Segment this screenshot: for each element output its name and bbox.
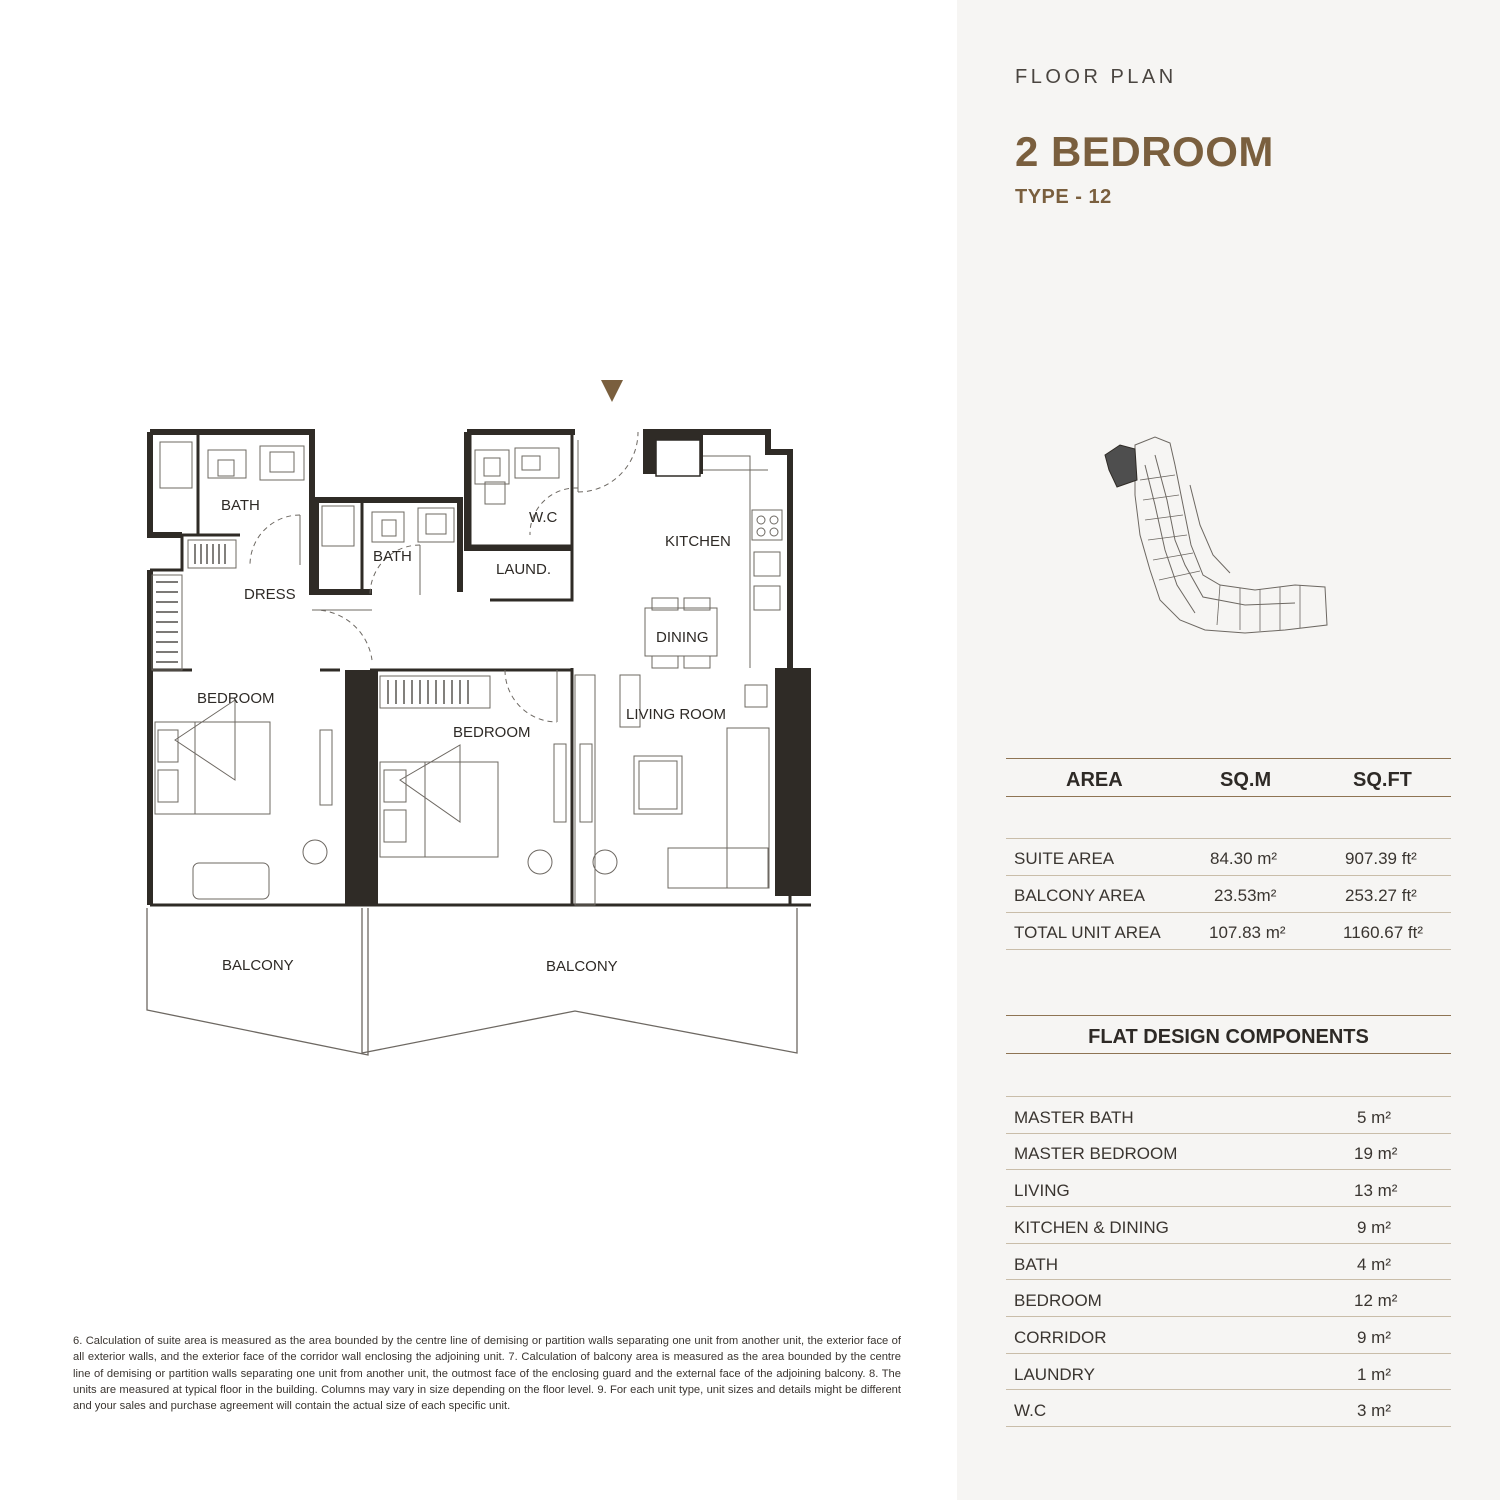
area-row-sqft: 907.39 ft² bbox=[1345, 849, 1417, 868]
components-table bbox=[1006, 1014, 1451, 1434]
component-label: W.C bbox=[1014, 1401, 1047, 1420]
room-label: DINING bbox=[656, 629, 709, 646]
rule bbox=[1006, 1316, 1451, 1317]
column-header-sqm: SQ.M bbox=[1220, 769, 1272, 791]
room-label: BEDROOM bbox=[197, 690, 275, 707]
component-value: 1 m² bbox=[1357, 1365, 1391, 1384]
rule bbox=[1006, 796, 1451, 797]
area-row-label: TOTAL UNIT AREA bbox=[1014, 923, 1161, 942]
component-label: LIVING bbox=[1014, 1181, 1070, 1200]
component-value: 4 m² bbox=[1357, 1255, 1391, 1274]
room-label: BALCONY bbox=[546, 958, 618, 975]
unit-type: TYPE - 12 bbox=[1015, 186, 1112, 208]
room-label: KITCHEN bbox=[665, 533, 731, 550]
component-label: CORRIDOR bbox=[1014, 1328, 1107, 1347]
column bbox=[775, 668, 811, 896]
column-header-area: AREA bbox=[1066, 769, 1123, 791]
rule bbox=[1006, 1389, 1451, 1390]
room-label: BALCONY bbox=[222, 957, 294, 974]
footnotes: 6. Calculation of suite area is measured as the area bounded by the centre line of demising or partition walls separating one unit from another unit, the exterior face of all exterior walls, and the exterior face of the corridor wall enclosing the adjoining unit. 7. Calculation of balcony area is measured as the area bounded by the centre line of demising or partition walls separating one unit from another unit, the outmost face of the enclosing guard and the external face of the adjoining balcony. 8. The units are measured at typical floor in the building. Columns may vary in size depending on the floor level. 9. For each unit type, unit sizes and details might be different and your sales and purchase agreement will contain the actual size of each specific unit. bbox=[73, 1335, 901, 1413]
components-title: FLAT DESIGN COMPONENTS bbox=[1088, 1026, 1369, 1048]
rule bbox=[1006, 1353, 1451, 1354]
component-value: 9 m² bbox=[1357, 1328, 1391, 1347]
section-label: FLOOR PLAN bbox=[1015, 66, 1177, 88]
component-value: 19 m² bbox=[1354, 1144, 1398, 1163]
entry-arrow-icon bbox=[601, 380, 623, 402]
rule bbox=[1006, 1015, 1451, 1016]
bed bbox=[155, 722, 270, 814]
room-label: BEDROOM bbox=[453, 724, 531, 741]
area-row-sqm: 84.30 m² bbox=[1210, 849, 1278, 868]
area-table bbox=[1006, 757, 1451, 952]
rule bbox=[1006, 758, 1451, 759]
area-row-label: SUITE AREA bbox=[1014, 849, 1115, 868]
area-row-sqft: 1160.67 ft² bbox=[1343, 923, 1424, 942]
rule bbox=[1006, 949, 1451, 950]
rule bbox=[1006, 1426, 1451, 1427]
component-value: 5 m² bbox=[1357, 1108, 1391, 1127]
column-header-sqft: SQ.FT bbox=[1353, 769, 1412, 791]
rule bbox=[1006, 1279, 1451, 1280]
page-title: 2 BEDROOM bbox=[1015, 128, 1274, 175]
rule bbox=[1006, 838, 1451, 839]
key-plan-diagram bbox=[1095, 425, 1335, 665]
area-row-label: BALCONY AREA bbox=[1014, 886, 1146, 905]
room-label: LAUND. bbox=[496, 561, 552, 578]
rule bbox=[1006, 912, 1451, 913]
component-value: 13 m² bbox=[1354, 1181, 1398, 1200]
area-row-sqm: 107.83 m² bbox=[1209, 923, 1286, 942]
component-value: 12 m² bbox=[1354, 1291, 1398, 1310]
component-value: 9 m² bbox=[1357, 1218, 1391, 1237]
component-label: BATH bbox=[1014, 1255, 1059, 1274]
rule bbox=[1006, 1096, 1451, 1097]
rule bbox=[1006, 1169, 1451, 1170]
rule bbox=[1006, 1206, 1451, 1207]
room-label: BATH bbox=[373, 548, 412, 565]
rule bbox=[1006, 875, 1451, 876]
room-label: DRESS bbox=[244, 586, 296, 603]
sofa bbox=[727, 728, 769, 888]
coffee-table bbox=[634, 756, 682, 814]
rule bbox=[1006, 1133, 1451, 1134]
component-label: MASTER BEDROOM bbox=[1014, 1144, 1178, 1163]
area-row-sqm: 23.53m² bbox=[1214, 886, 1277, 905]
component-label: LAUNDRY bbox=[1014, 1365, 1095, 1384]
room-label: LIVING ROOM bbox=[626, 706, 727, 723]
component-label: MASTER BATH bbox=[1014, 1108, 1134, 1127]
floor-plan-drawing bbox=[100, 370, 860, 1090]
rule bbox=[1006, 1243, 1451, 1244]
rule bbox=[1006, 1053, 1451, 1054]
component-value: 3 m² bbox=[1357, 1401, 1391, 1420]
component-label: BEDROOM bbox=[1014, 1291, 1102, 1310]
component-label: KITCHEN & DINING bbox=[1014, 1218, 1169, 1237]
room-label: BATH bbox=[221, 497, 260, 514]
area-row-sqft: 253.27 ft² bbox=[1345, 886, 1417, 905]
column bbox=[345, 670, 378, 905]
room-label: W.C bbox=[529, 509, 558, 526]
